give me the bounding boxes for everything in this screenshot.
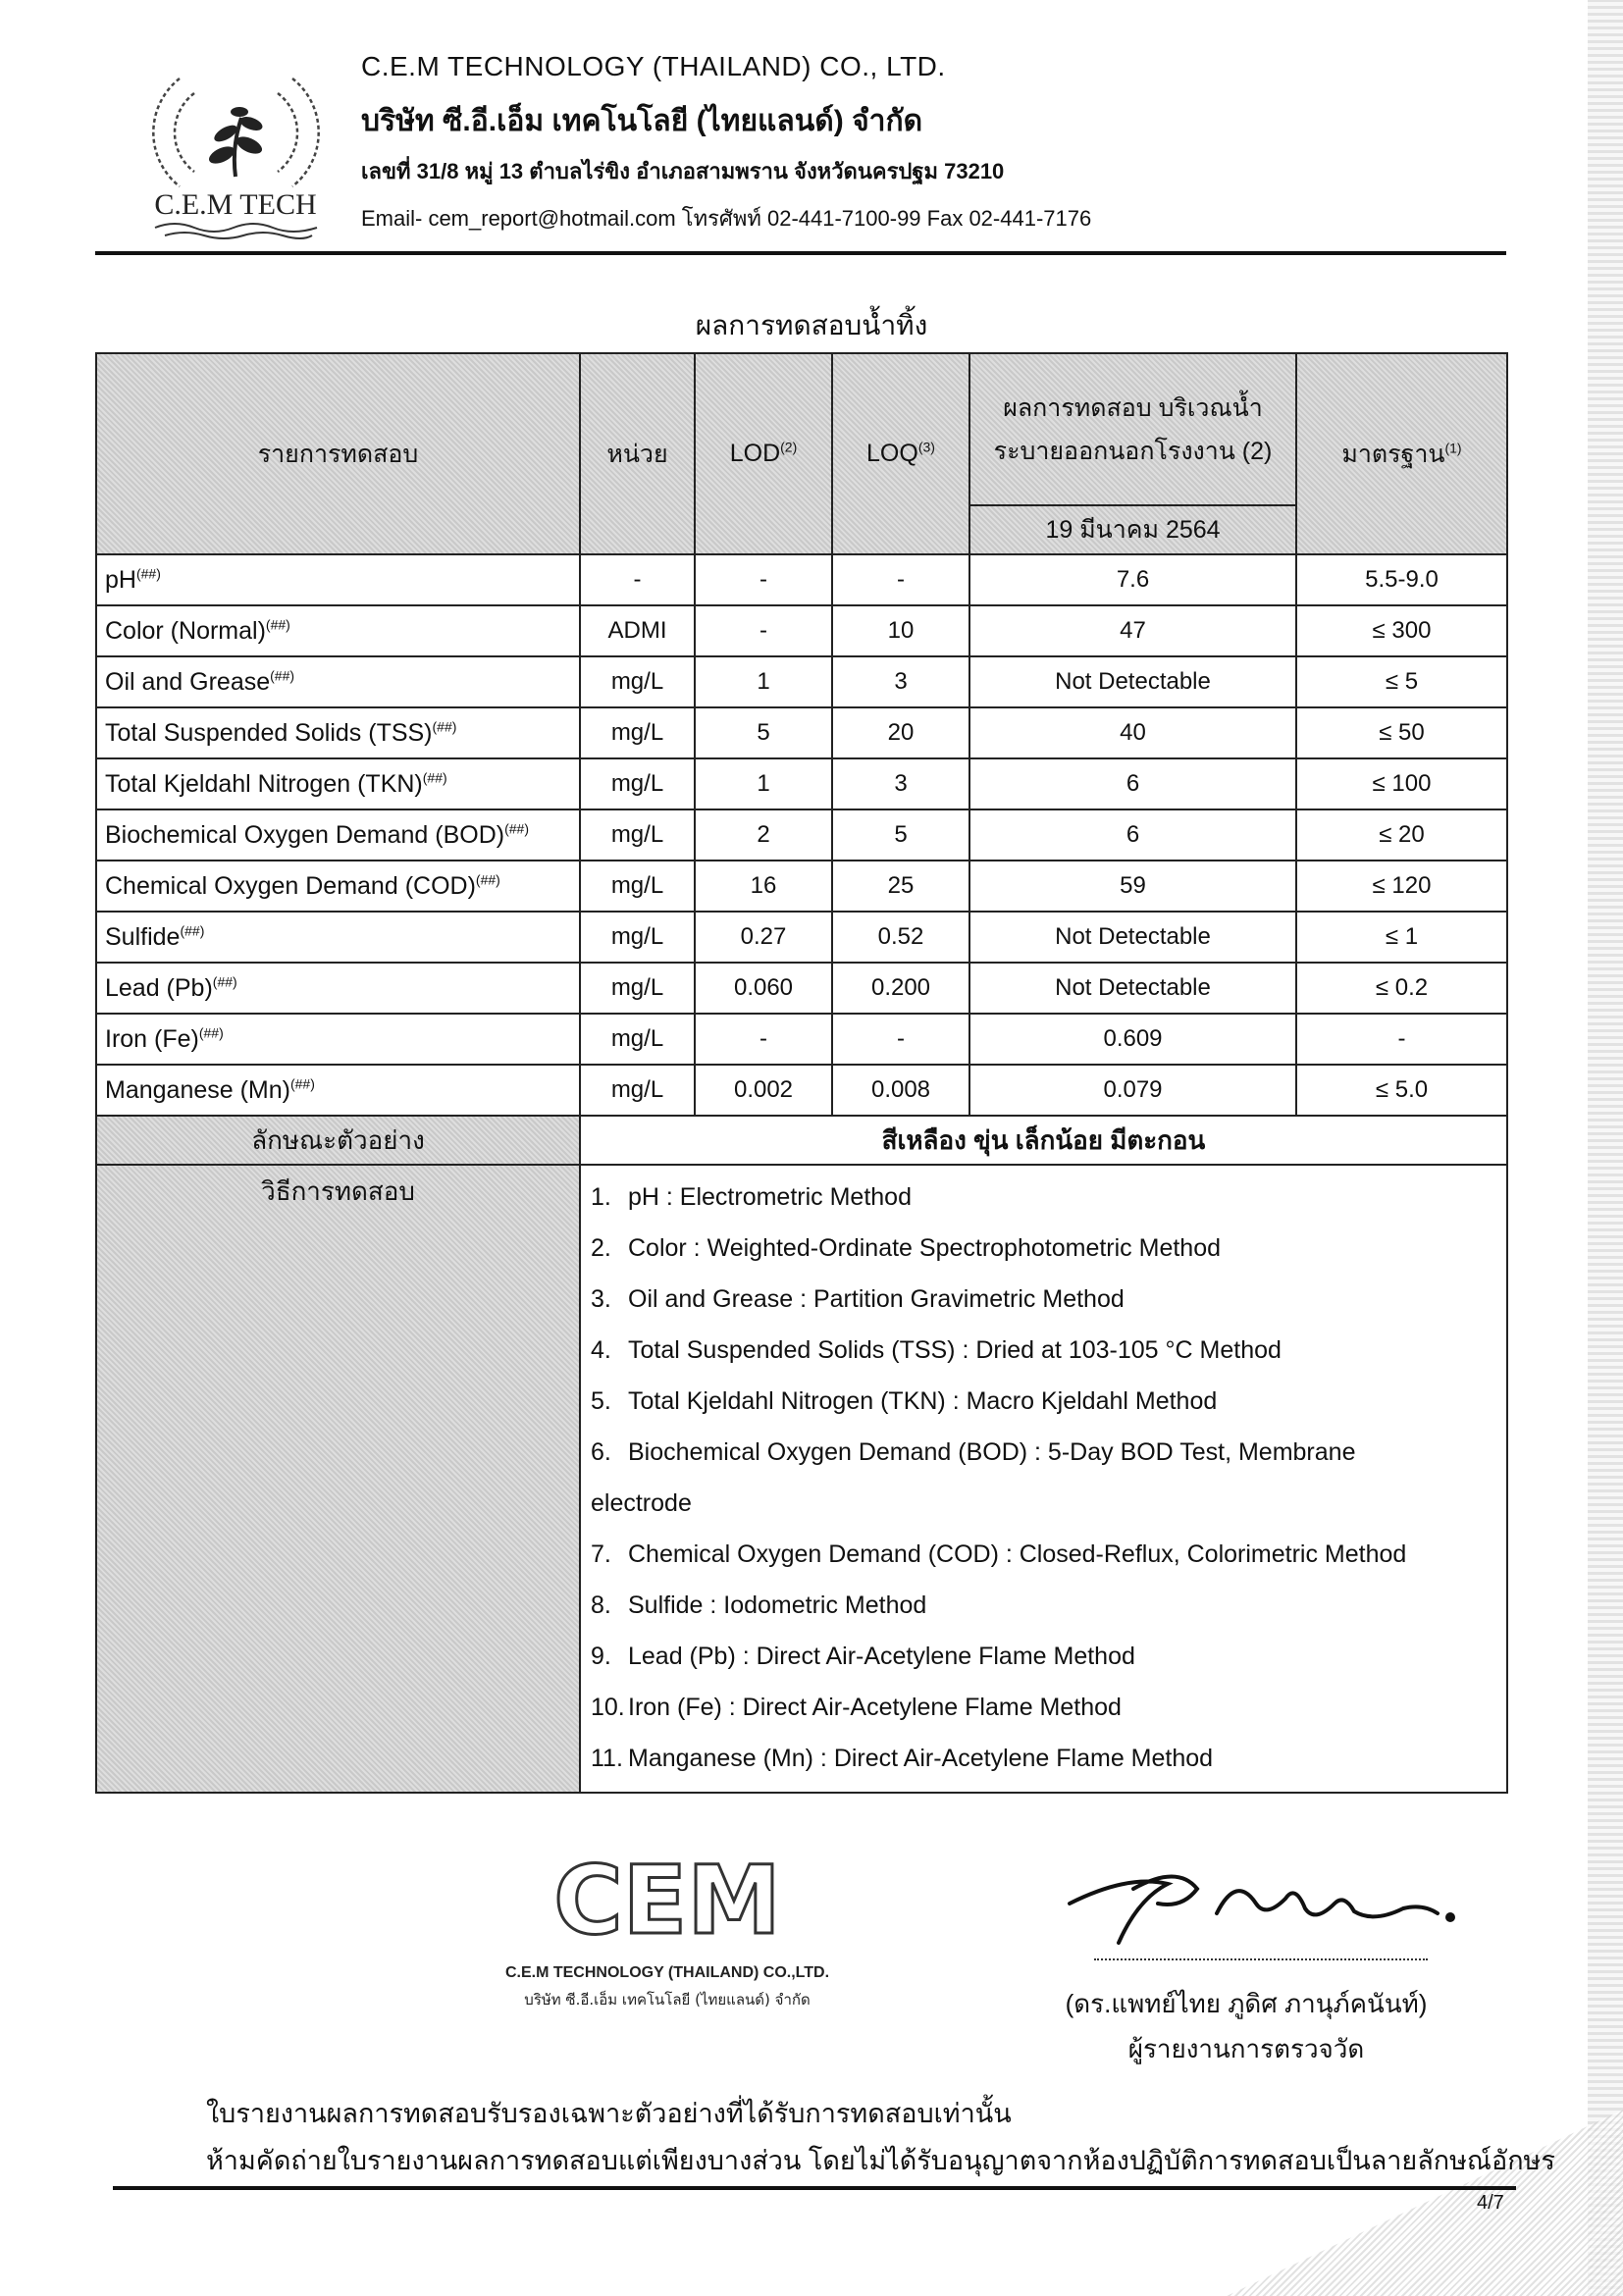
cell-standard: ≤ 20	[1296, 809, 1507, 861]
results-table	[95, 352, 1508, 1794]
cell-loq: 25	[832, 861, 969, 912]
cell-unit: mg/L	[580, 758, 695, 809]
cell-result: 59	[969, 861, 1296, 912]
cell-unit: mg/L	[580, 1065, 695, 1116]
accreditation-mark: (##)	[289, 1075, 315, 1092]
footer-note-copy-restriction: ห้ามคัดถ่ายใบรายงานผลการทดสอบแต่เพียงบางส่วน โดยไม่ได้รับอนุญาตจากห้องปฏิบัติการทดสอบเป็นลายลักษณ์อักษร	[206, 2146, 1555, 2175]
cell-result: Not Detectable	[969, 656, 1296, 707]
signer-title: ผู้รายงานการตรวจวัด	[1127, 2034, 1365, 2063]
cell-loq: 0.200	[832, 963, 969, 1014]
cell-standard: ≤ 50	[1296, 707, 1507, 758]
cell-standard: ≤ 120	[1296, 861, 1507, 912]
stamp-logo: CEM	[553, 1850, 781, 1956]
cell-lod: -	[695, 605, 832, 656]
cem-company-stamp	[491, 1850, 844, 2026]
cell-loq: -	[832, 554, 969, 605]
table-row	[96, 809, 1507, 861]
scan-corner-artifact	[1227, 2110, 1623, 2296]
cell-test-item: Iron (Fe)(##)	[96, 1014, 580, 1065]
company-name-th: บริษัท ซี.อี.เอ็ม เทคโนโลยี (ไทยแลนด์) จำกัด	[361, 105, 923, 137]
method-item: 4. Total Suspended Solids (TSS) : Dried at 103-105 °C Method	[591, 1336, 1282, 1364]
cell-loq: 0.52	[832, 912, 969, 963]
method-item: 2. Color : Weighted-Ordinate Spectrophotometric Method	[591, 1234, 1222, 1262]
accreditation-mark: (##)	[504, 820, 529, 837]
sample-value: สีเหลือง ขุ่น เล็กน้อย มีตะกอน	[580, 1116, 1507, 1165]
cell-result: 0.079	[969, 1065, 1296, 1116]
cell-test-item: Sulfide(##)	[96, 912, 580, 963]
cell-test-item: pH(##)	[96, 554, 580, 605]
accreditation-mark: (##)	[475, 871, 500, 888]
cell-loq: 3	[832, 656, 969, 707]
method-item: 5. Total Kjeldahl Nitrogen (TKN) : Macro Kjeldahl Method	[591, 1387, 1218, 1415]
cell-lod: -	[695, 1014, 832, 1065]
cell-loq: -	[832, 1014, 969, 1065]
method-item: 10. Iron (Fe) : Direct Air-Acetylene Flame Method	[591, 1694, 1122, 1721]
cell-lod: 16	[695, 861, 832, 912]
accreditation-mark: (##)	[198, 1024, 224, 1041]
cell-standard: ≤ 1	[1296, 912, 1507, 963]
sample-label: ลักษณะตัวอย่าง	[96, 1116, 580, 1165]
cell-result: 7.6	[969, 554, 1296, 605]
cell-lod: 1	[695, 758, 832, 809]
cell-standard: ≤ 5.0	[1296, 1065, 1507, 1116]
header-result: ผลการทดสอบ บริเวณน้ำระบายออกนอกโรงงาน (2)	[969, 353, 1296, 505]
stamp-line-en: C.E.M TECHNOLOGY (THAILAND) CO.,LTD.	[504, 1964, 830, 1981]
cell-unit: mg/L	[580, 656, 695, 707]
table-row	[96, 554, 1507, 605]
table-row	[96, 912, 1507, 963]
accreditation-mark: (##)	[265, 616, 290, 633]
accreditation-mark: (##)	[180, 922, 205, 939]
cell-standard: ≤ 300	[1296, 605, 1507, 656]
method-item-continued: electrode	[591, 1489, 692, 1517]
footer-divider	[113, 2186, 1516, 2190]
cell-unit: mg/L	[580, 912, 695, 963]
company-contact: Email- cem_report@hotmail.com โทรศัพท์ 02-441-7100-99 Fax 02-441-7176	[361, 206, 1092, 231]
method-list	[591, 1172, 1496, 1784]
accreditation-mark: (##)	[422, 769, 447, 786]
method-item: 3. Oil and Grease : Partition Gravimetric Method	[591, 1285, 1125, 1313]
company-address: เลขที่ 31/8 หมู่ 13 ตำบลไร่ขิง อำเภอสามพราน จังหวัดนครปฐม 73210	[361, 159, 1005, 183]
cell-standard: -	[1296, 1014, 1507, 1065]
cell-standard: ≤ 0.2	[1296, 963, 1507, 1014]
cell-loq: 20	[832, 707, 969, 758]
accreditation-mark: (##)	[212, 973, 237, 990]
cell-result: 6	[969, 809, 1296, 861]
cell-unit: mg/L	[580, 1014, 695, 1065]
cell-standard: ≤ 100	[1296, 758, 1507, 809]
table-row	[96, 1014, 1507, 1065]
cell-unit: mg/L	[580, 963, 695, 1014]
cell-unit: -	[580, 554, 695, 605]
accreditation-mark: (##)	[135, 565, 161, 582]
company-name-en: C.E.M TECHNOLOGY (THAILAND) CO., LTD.	[361, 51, 946, 81]
cell-test-item: Total Suspended Solids (TSS)(##)	[96, 707, 580, 758]
cell-test-item: Lead (Pb)(##)	[96, 963, 580, 1014]
cell-test-item: Color (Normal)(##)	[96, 605, 580, 656]
cell-result: 40	[969, 707, 1296, 758]
header-test-item: รายการทดสอบ	[96, 353, 580, 554]
table-row	[96, 1065, 1507, 1116]
cell-result: 6	[969, 758, 1296, 809]
cell-lod: 0.27	[695, 912, 832, 963]
cell-unit: mg/L	[580, 809, 695, 861]
header-divider	[95, 251, 1506, 255]
method-item: 7. Chemical Oxygen Demand (COD) : Closed-Reflux, Colorimetric Method	[591, 1540, 1407, 1568]
cell-lod: 0.060	[695, 963, 832, 1014]
table-row	[96, 605, 1507, 656]
cell-test-item: Oil and Grease(##)	[96, 656, 580, 707]
handwritten-signature	[1050, 1845, 1462, 1953]
table-row	[96, 861, 1507, 912]
header-lod: LOD$^{(2)}$	[695, 353, 832, 554]
cell-test-item: Chemical Oxygen Demand (COD)(##)	[96, 861, 580, 912]
method-list-cell	[580, 1165, 1507, 1793]
method-item: 9. Lead (Pb) : Direct Air-Acetylene Flame Method	[591, 1643, 1135, 1670]
cell-result: 0.609	[969, 1014, 1296, 1065]
cell-unit: mg/L	[580, 861, 695, 912]
cell-standard: 5.5-9.0	[1296, 554, 1507, 605]
signature-line	[1094, 1958, 1428, 1960]
cell-result: Not Detectable	[969, 912, 1296, 963]
method-item: 11. Manganese (Mn) : Direct Air-Acetylene Flame Method	[591, 1745, 1214, 1772]
table-row	[96, 656, 1507, 707]
cell-result: Not Detectable	[969, 963, 1296, 1014]
header-loq: LOQ$^{(3)}$	[832, 353, 969, 554]
header-standard: มาตรฐาน$^{(1)}$	[1296, 353, 1507, 554]
logo-text: C.E.M TECH	[154, 188, 317, 221]
cell-unit: ADMI	[580, 605, 695, 656]
accreditation-mark: (##)	[432, 718, 457, 735]
table-row	[96, 963, 1507, 1014]
cell-loq: 0.008	[832, 1065, 969, 1116]
cell-loq: 3	[832, 758, 969, 809]
table-row	[96, 758, 1507, 809]
cell-test-item: Manganese (Mn)(##)	[96, 1065, 580, 1116]
page-number: 4/7	[1477, 2192, 1504, 2214]
method-item: 8. Sulfide : Iodometric Method	[591, 1592, 927, 1619]
cell-lod: -	[695, 554, 832, 605]
cell-lod: 0.002	[695, 1065, 832, 1116]
method-item: 6. Biochemical Oxygen Demand (BOD) : 5-Day BOD Test, Membrane	[591, 1438, 1356, 1466]
method-label: วิธีการทดสอบ	[96, 1165, 580, 1793]
signer-name: (ดร.แพทย์ไทย ภูดิศ ภานุภ์คนันท์)	[1065, 1989, 1428, 2018]
header-result-date: 19 มีนาคม 2564	[969, 505, 1296, 554]
cell-loq: 5	[832, 809, 969, 861]
cem-tech-logo	[126, 39, 346, 240]
header-unit: หน่วย	[580, 353, 695, 554]
method-item: 1. pH : Electrometric Method	[591, 1183, 912, 1211]
cell-lod: 5	[695, 707, 832, 758]
accreditation-mark: (##)	[270, 667, 295, 684]
cell-result: 47	[969, 605, 1296, 656]
cell-test-item: Biochemical Oxygen Demand (BOD)(##)	[96, 809, 580, 861]
cell-loq: 10	[832, 605, 969, 656]
footer-note-certification: ใบรายงานผลการทดสอบรับรองเฉพาะตัวอย่างที่ได้รับการทดสอบเท่านั้น	[206, 2099, 1012, 2128]
cell-standard: ≤ 5	[1296, 656, 1507, 707]
report-title: ผลการทดสอบน้ำทิ้ง	[695, 310, 928, 340]
cell-lod: 2	[695, 809, 832, 861]
stamp-line-th: บริษัท ซี.อี.เอ็ม เทคโนโลยี (ไทยแลนด์) จำกัด	[524, 1991, 811, 2009]
cell-unit: mg/L	[580, 707, 695, 758]
cell-test-item: Total Kjeldahl Nitrogen (TKN)(##)	[96, 758, 580, 809]
table-row	[96, 707, 1507, 758]
cell-lod: 1	[695, 656, 832, 707]
